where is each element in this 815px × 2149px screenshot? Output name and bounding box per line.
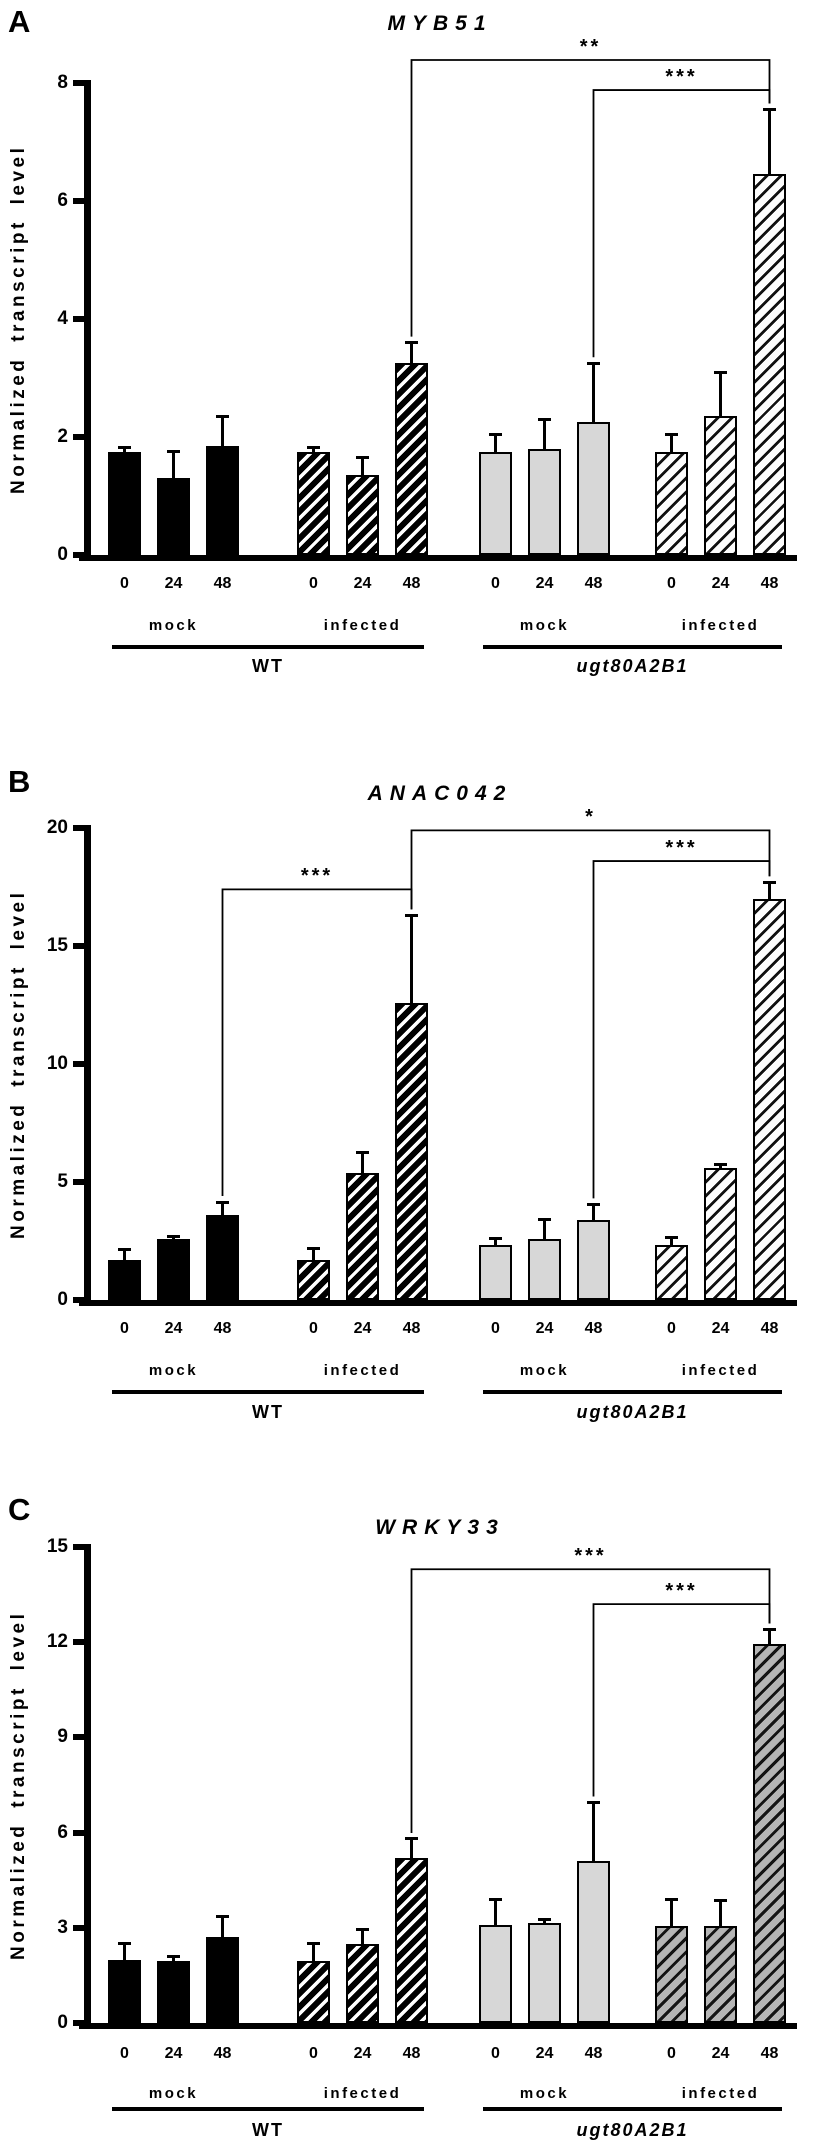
treatment-label: infected bbox=[681, 617, 760, 634]
y-tick-label: 15 bbox=[46, 935, 68, 956]
x-tick-label: 24 bbox=[711, 575, 730, 592]
y-tick-label: 0 bbox=[57, 1289, 68, 1310]
x-tick-label: 24 bbox=[535, 575, 554, 592]
genotype-label: ugt80A2B1 bbox=[576, 1402, 689, 1422]
significance-brackets bbox=[0, 1432, 815, 2149]
y-tick-label: 3 bbox=[57, 1916, 68, 1938]
x-tick-label: 0 bbox=[120, 575, 129, 592]
y-tick-label: 6 bbox=[57, 190, 68, 211]
y-tick-label: 6 bbox=[57, 1821, 68, 1843]
treatment-label: mock bbox=[148, 617, 199, 634]
genotype-label: WT bbox=[252, 1402, 284, 1422]
significance-bracket bbox=[412, 60, 770, 337]
y-axis-title: Normalized transcript level bbox=[8, 889, 29, 1239]
x-tick-label: 0 bbox=[309, 1320, 318, 1337]
y-tick-label: 20 bbox=[46, 817, 68, 838]
y-tick-label: 5 bbox=[57, 1171, 68, 1192]
significance-bracket bbox=[412, 1569, 770, 1833]
x-tick-label: 0 bbox=[667, 2045, 676, 2062]
treatment-label: mock bbox=[519, 617, 570, 634]
x-tick-label: 0 bbox=[309, 2045, 318, 2062]
x-tick-label: 24 bbox=[164, 2045, 183, 2062]
panel-letter: A bbox=[8, 4, 32, 39]
x-tick-label: 24 bbox=[711, 1320, 730, 1337]
x-tick-label: 48 bbox=[213, 2045, 232, 2062]
treatment-label: mock bbox=[148, 1362, 199, 1379]
x-tick-label: 0 bbox=[120, 2045, 129, 2062]
y-tick-label: 10 bbox=[46, 1053, 68, 1074]
genotype-label: WT bbox=[252, 656, 284, 676]
y-axis-title: Normalized transcript level bbox=[8, 1610, 29, 1960]
treatment-label: infected bbox=[681, 1362, 760, 1379]
significance-stars: *** bbox=[665, 837, 698, 860]
significance-bracket bbox=[594, 90, 770, 357]
y-tick-label: 12 bbox=[46, 1631, 68, 1653]
x-tick-label: 24 bbox=[535, 2045, 554, 2062]
treatment-label: infected bbox=[323, 1362, 402, 1379]
x-tick-label: 0 bbox=[491, 575, 500, 592]
x-tick-label: 0 bbox=[491, 2045, 500, 2062]
genotype-label: WT bbox=[252, 2120, 284, 2140]
y-tick-label: 4 bbox=[57, 308, 68, 329]
significance-bracket bbox=[594, 1604, 770, 1796]
treatment-label: mock bbox=[148, 2085, 199, 2102]
x-tick-label: 48 bbox=[402, 575, 421, 592]
y-tick-label: 9 bbox=[57, 1726, 68, 1748]
significance-stars: *** bbox=[665, 1580, 698, 1603]
y-axis-title: Normalized transcript level bbox=[8, 144, 29, 494]
panel-letter: C bbox=[8, 1492, 32, 1527]
x-tick-label: 48 bbox=[402, 1320, 421, 1337]
treatment-label: infected bbox=[323, 2085, 402, 2102]
significance-stars: ** bbox=[579, 35, 602, 58]
chart-title: ANAC042 bbox=[367, 782, 513, 805]
x-tick-label: 24 bbox=[164, 1320, 183, 1337]
x-tick-label: 48 bbox=[402, 2045, 421, 2062]
x-tick-label: 48 bbox=[584, 1320, 603, 1337]
panel-A bbox=[0, 0, 815, 716]
panel-letter: B bbox=[8, 764, 32, 799]
panel-B bbox=[0, 716, 815, 1432]
x-tick-label: 48 bbox=[584, 2045, 603, 2062]
treatment-label: infected bbox=[323, 617, 402, 634]
significance-stars: *** bbox=[300, 865, 334, 888]
significance-brackets bbox=[0, 0, 815, 716]
x-tick-label: 24 bbox=[353, 575, 372, 592]
significance-stars: *** bbox=[665, 66, 698, 89]
x-tick-label: 48 bbox=[760, 1320, 779, 1337]
significance-stars: *** bbox=[574, 1545, 607, 1568]
x-tick-label: 48 bbox=[760, 575, 779, 592]
x-tick-label: 48 bbox=[213, 1320, 232, 1337]
significance-brackets bbox=[0, 716, 815, 1432]
y-tick-label: 2 bbox=[57, 426, 68, 447]
chart-title: MYB51 bbox=[387, 12, 493, 35]
significance-bracket bbox=[223, 889, 412, 1196]
x-tick-label: 24 bbox=[711, 2045, 730, 2062]
plot-area bbox=[0, 716, 815, 1432]
x-tick-label: 0 bbox=[309, 575, 318, 592]
x-tick-label: 48 bbox=[584, 575, 603, 592]
y-tick-label: 8 bbox=[57, 72, 68, 93]
genotype-label: ugt80A2B1 bbox=[576, 2120, 689, 2140]
x-tick-label: 24 bbox=[353, 1320, 372, 1337]
significance-bracket bbox=[594, 861, 770, 1198]
x-tick-label: 24 bbox=[164, 575, 183, 592]
x-tick-label: 24 bbox=[353, 2045, 372, 2062]
x-tick-label: 0 bbox=[667, 575, 676, 592]
x-tick-label: 0 bbox=[120, 1320, 129, 1337]
x-tick-label: 24 bbox=[535, 1320, 554, 1337]
y-tick-label: 15 bbox=[46, 1536, 68, 1557]
y-tick-label: 0 bbox=[57, 544, 68, 565]
x-tick-label: 48 bbox=[760, 2045, 779, 2062]
treatment-label: infected bbox=[681, 2085, 760, 2102]
x-tick-label: 0 bbox=[667, 1320, 676, 1337]
x-tick-label: 0 bbox=[491, 1320, 500, 1337]
panel-C bbox=[0, 1432, 815, 2149]
plot-area bbox=[0, 1432, 815, 2149]
treatment-label: mock bbox=[519, 1362, 570, 1379]
genotype-label: ugt80A2B1 bbox=[576, 656, 689, 676]
y-tick-label: 0 bbox=[57, 2012, 68, 2033]
significance-stars: * bbox=[585, 806, 596, 829]
plot-area bbox=[0, 0, 815, 716]
x-tick-label: 48 bbox=[213, 575, 232, 592]
chart-title: WRKY33 bbox=[375, 1516, 505, 1539]
treatment-label: mock bbox=[519, 2085, 570, 2102]
